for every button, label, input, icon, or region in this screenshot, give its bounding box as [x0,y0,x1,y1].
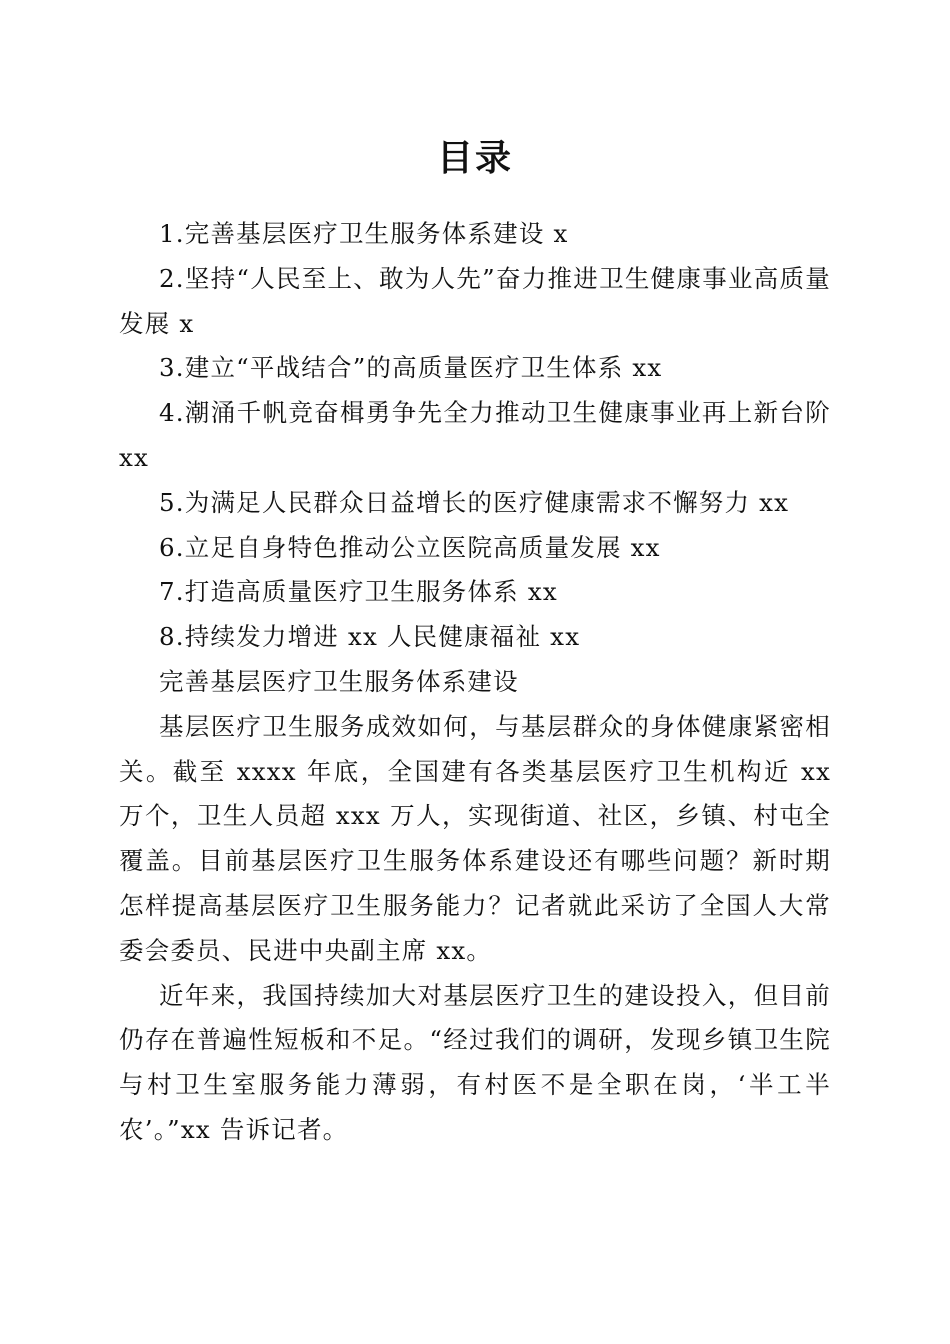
toc-entry-4[interactable]: 4.潮涌千帆竞奋楫勇争先全力推动卫生健康事业再上新台阶 xx [119,398,831,472]
toc-entry-8[interactable]: 8.持续发力增进 xx 人民健康福祉 xx [159,622,581,652]
document-body [119,212,831,1153]
page-title: 目录 [436,137,513,179]
toc-entry-6[interactable]: 6.立足自身特色推动公立医院高质量发展 xx [159,532,661,562]
body-paragraph-1: 基层医疗卫生服务成效如何，与基层群众的身体健康紧密相关。截至 xxxx 年底，全国建有各类基层医疗卫生机构近 xx 万个，卫生人员超 xxx 万人，实现街道、社区，乡镇、村屯全覆盖。目前基层医疗卫生服务体系建设还有哪些问题？新时期怎样提高基层医疗卫生服务能力？记者就此采访了全国人大常委会委员、民进中央副主席 xx。 [119,711,831,965]
toc-entry-2[interactable]: 2.坚持“人民至上、敢为人先”奋力推进卫生健康事业高质量发展 x [119,263,831,338]
toc-entry-1[interactable]: 1.完善基层医疗卫生服务体系建设 x [159,219,569,248]
toc-entry-7[interactable]: 7.打造高质量医疗卫生服务体系 xx [159,577,558,607]
toc-entry-5[interactable]: 5.为满足人民群众日益增长的医疗健康需求不懈努力 xx [159,487,790,517]
toc-entry-3[interactable]: 3.建立“平战结合”的高质量医疗卫生体系 xx [159,353,663,383]
section-heading: 完善基层医疗卫生服务体系建设 [159,666,519,696]
body-paragraph-2: 近年来，我国持续加大对基层医疗卫生的建设投入，但目前仍存在普遍性短板和不足。“经过我们的调研，发现乡镇卫生院与村卫生室服务能力薄弱，有村医不是全职在岗，‘半工半农’。”xx 告诉记者。 [119,980,831,1144]
